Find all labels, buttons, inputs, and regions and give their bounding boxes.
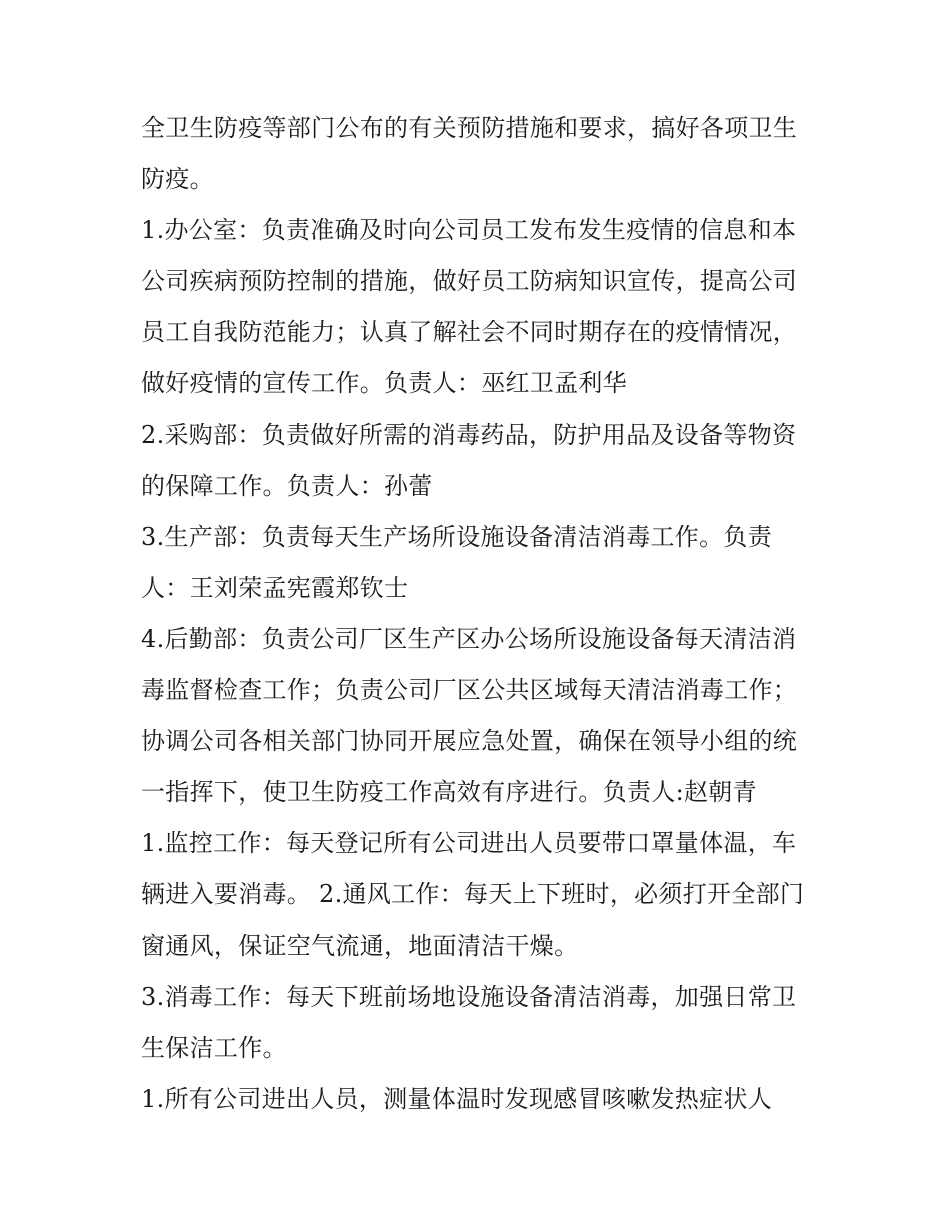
- text-line: 生保洁工作。: [141, 1033, 287, 1062]
- text-line: 人：王刘荣孟宪霞郑钦士: [141, 573, 409, 602]
- text-line: 1.监控工作：每天登记所有公司进出人员要带口罩量体温，车: [141, 829, 797, 858]
- text-line: 1.办公室：负责准确及时向公司员工发布发生疫情的信息和本: [141, 216, 797, 245]
- text-line: 3.消毒工作：每天下班前场地设施设备清洁消毒，加强日常卫: [141, 982, 797, 1011]
- text-line: 3.生产部：负责每天生产场所设施设备清洁消毒工作。负责: [141, 522, 772, 551]
- text-line: 2.采购部：负责做好所需的消毒药品，防护用品及设备等物资: [141, 420, 797, 449]
- text-line: 毒监督检查工作；负责公司厂区公共区域每天清洁消毒工作；: [141, 676, 798, 705]
- text-line: 辆进入要消毒。 2.通风工作：每天上下班时，必须打开全部门: [141, 880, 805, 909]
- document-body: [141, 103, 821, 1125]
- text-line: 员工自我防范能力；认真了解社会不同时期存在的疫情情况，: [141, 318, 798, 347]
- text-line: 防疫。: [141, 165, 214, 194]
- text-line: 一指挥下，使卫生防疫工作高效有序进行。负责人:赵朝青: [141, 778, 757, 807]
- text-line: 的保障工作。负责人：孙蕾: [141, 471, 433, 500]
- text-line: 公司疾病预防控制的措施，做好员工防病知识宣传，提高公司: [141, 267, 798, 296]
- text-line: 4.后勤部：负责公司厂区生产区办公场所设施设备每天清洁消: [141, 624, 797, 653]
- text-line: 协调公司各相关部门协同开展应急处置，确保在领导小组的统: [141, 727, 798, 756]
- text-line: 1.所有公司进出人员，测量体温时发现感冒咳嗽发热症状人: [141, 1084, 772, 1113]
- text-line: 全卫生防疫等部门公布的有关预防措施和要求，搞好各项卫生: [141, 114, 798, 142]
- text-line: 窗通风，保证空气流通，地面清洁干燥。: [141, 931, 579, 960]
- text-line: 做好疫情的宣传工作。负责人：巫红卫孟利华: [141, 369, 627, 398]
